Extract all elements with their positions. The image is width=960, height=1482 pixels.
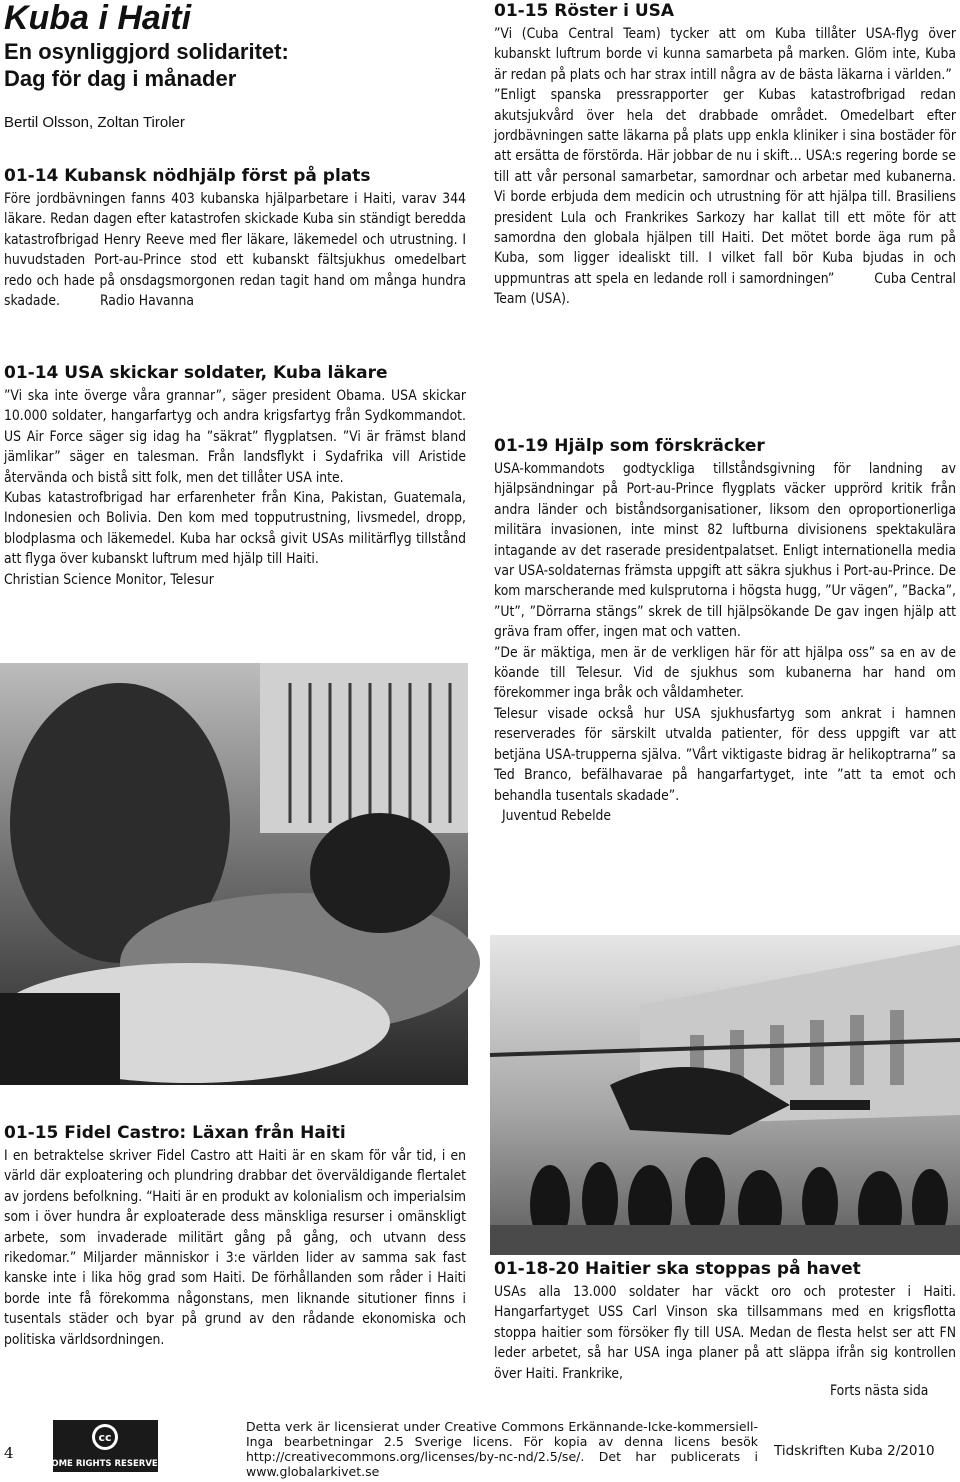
article-paragraph: Telesur visade också hur USA sjukhusfartyg som ankrat i hamnen reserverades för särskilt utvalda patienter, för dess uppgift var att betjäna USA-trupperna själva. ”Vårt viktigaste bidrag är helikoptrarna” sa Ted Branco, befälhavarae på hangarfartyget, inte ”att ta emot och behandla tusentals skadade”.: [494, 705, 956, 804]
article-text: Före jordbävningen fanns 403 kubanska hjälparbetare i Haiti, varav 344 läkare. Redan dagen efter katastrofen skickade Kuba sin ständigt beredda katastrofbrigad Henry Reeve med fler läkare, läkemedel och utrustning. I huvudstaden Port-au-Prince stod ett kubanskt fältsjukhus omedelbart redo och hade på onsdagsmorgonen redan tagit hand om många hundra skadade.: [4, 191, 466, 310]
subtitle-line-2: Dag för dag i månader: [4, 66, 237, 91]
authors: Bertil Olsson, Zoltan Tiroler: [4, 114, 185, 131]
article-heading: 01-19 Hjälp som förskräcker: [494, 436, 765, 456]
cc-reserved-text: SOME RIGHTS RESERVED: [45, 1459, 165, 1469]
article-body: I en betraktelse skriver Fidel Castro att Haiti är en skam för vår tid, i en värld där exploatering och plundring drabbar det överväldigande flertalet av jordens befolkning. “Haiti är en produkt av kolonialism och imperialsim som i över hundra år exploaterade dess mänskliga resurser i omänskligt arbete, som invaderade militärt gång på gång, och utvann dess rikedomar.” Miljarder människor i 3:e världen lider av samma sak fast kanske inte i lika hög grad som Haiti. De förhållanden som råder i Haiti borde inte få förekomma någonstans, men liknande situtioner finns i tusentals städer och byar på grund av den rådande ekonomiska och politiska världsordningen.: [4, 1148, 466, 1348]
creative-commons-logo[interactable]: [45, 1420, 165, 1472]
article-heading: 01-14 Kubansk nödhjälp först på plats: [4, 166, 371, 186]
article-paragraph: Kubas katastrofbrigad har erfarenheter från Kina, Pakistan, Guatemala, Indonesien och Bolivia. Den kom med topputrustning, livsmedel, dropp, blodplasma och läkemedel. Kuba har också givit USAs militärflyg tillstånd att flyga över kubanskt luftrum med hjälp till Haiti.: [4, 490, 466, 568]
article-text: ”Enligt spanska pressrapporter ger Kubas katastrofbrigad redan akutsjukvård över hela det drabbade området. Omedelbart efter jordbävningen satte läkarna på plats upp enkla kliniker i sina bostäder för att ersätta de förstörda. Här jobbar de nu i skift… USA:s regering borde se till att vår personal samarbetar, samordnar och arbetar med kubanerna. Vi borde erbjuda dem medicin och utrustning för att hjälpa till. Brasiliens president Lula och Frankrikes Sarkozy har kallat till ett möte för att samordna den globala hjälpen till Haiti. Det mötet borde äga rum på Kuba, som ligger idealiskt till. I vilket fall bör Kuba bjudas in och uppmuntras att spela en ledande roll i samordningen”: [494, 87, 956, 287]
article-heading: 01-14 USA skickar soldater, Kuba läkare: [4, 363, 388, 383]
svg-text:cc: cc: [98, 1431, 112, 1444]
article-01-19-hjalp-som-forskracker: [494, 435, 956, 826]
article-heading: 01-15 Fidel Castro: Läxan från Haiti: [4, 1123, 346, 1143]
article-01-15-roster-i-usa: [494, 0, 956, 310]
article-paragraph: [494, 85, 956, 309]
article-body: USAs alla 13.000 soldater har väckt oro och protester i Haiti. Hangarfartyget USS Carl Vinson ska tillsammans med en krigsflotta stoppa haitier som försöker fly till USA. Medan de flesta helst ser att FN leder arbetet, så har USA inga planer på att släppa ifrån sig kontrollen över Haiti. Frankrike,: [494, 1284, 956, 1382]
photo-injured-people-street: [0, 663, 468, 1085]
article-source: Cuba Central Team (USA).: [494, 270, 956, 308]
article-01-14-usa-skickar-soldater: [4, 362, 466, 590]
photo-illustration: [0, 663, 468, 1085]
article-source: Christian Science Monitor, Telesur: [4, 571, 214, 588]
page-title: Kuba i Haiti: [4, 0, 192, 37]
page-number: 4: [4, 1444, 14, 1462]
article-source: Juventud Rebelde: [502, 807, 612, 824]
photo-helicopter-soldiers: [490, 935, 960, 1255]
article-paragraph: USA-kommandots godtyckliga tillståndsgivning för landning av hjälpsändningar på Port-au-Prince flygplats väcker upprörd kritik från andra länder och biståndsorganisationer, liksom den oproportionerliga militära invasionen, inte minst 82 luftburna divisionens spektakulära intagande av det raserade presidentpalatset. Enligt internationella media var USA-soldaternas främsta uppgift att säkra sjukhus i Port-au-Prince. De kom marscherande med kulsprutorna i högsta hugg, ”Ur vägen”, ”Backa”, ”Ut”, ”Dörrarna stängs” skrek de till hjälpsökande De gav ingen hjälp att gräva fram offer, ingen mat och vatten.: [494, 461, 956, 641]
article-body: [4, 189, 466, 311]
article-heading: 01-18-20 Haitier ska stoppas på havet: [494, 1259, 861, 1279]
article-paragraph: ”Vi (Cuba Central Team) tycker att om Kuba tillåter USA-flyg över kubanskt luftrum borde vi kunna samarbeta på marken. Glöm inte, Kuba är redan på plats och har strax intill några av de bästa läkarna i världen.”: [494, 26, 956, 83]
article-source: Radio Havanna: [99, 293, 195, 310]
license-text: Detta verk är licensierat under Creative Commons Erkännande-Icke-kommersiell-Inga bearbetningar 2.5 Sverige licens. För kopia av denna licens besök http://creativecommons.org/licenses/by-nc-nd/2.5/se/. Det har publicerats i www.globalarkivet.se: [246, 1419, 758, 1479]
article-01-18-20-haitier-stoppas: [494, 1258, 956, 1384]
continued-note: Forts nästa sida: [826, 1381, 932, 1401]
article-01-14-kubansk-nodhjalp: [4, 165, 466, 311]
article-paragraph: ”Vi ska inte överge våra grannar”, säger president Obama. USA skickar 10.000 soldater, hangarfartyg och andra krigsfartyg från Sydkommandot. US Air Force säger sig idag ha ”säkrat” flygplatsen. ”Vi är främst bland jämlikar” säger en talesman. Från landsflykt i Sydafrika vill Aristide återvända och bistå sitt folk, men det tillåter USA inte.: [4, 388, 466, 486]
article-paragraph: ”De är mäktiga, men är de verkligen här för att hjälpa oss” sa en av de köande till Telesur. Vid de sjukhus som kubanerna har hand om förekommer inga bråk och våldamheter.: [494, 644, 956, 702]
photo-illustration: [490, 935, 960, 1255]
journal-issue: Tidskriften Kuba 2/2010: [774, 1443, 935, 1459]
cc-icon: [45, 1420, 165, 1472]
subtitle-line-1: En osynliggjord solidaritet:: [4, 39, 289, 64]
article-01-15-fidel-castro: [4, 1122, 466, 1350]
article-heading: 01-15 Röster i USA: [494, 1, 675, 21]
